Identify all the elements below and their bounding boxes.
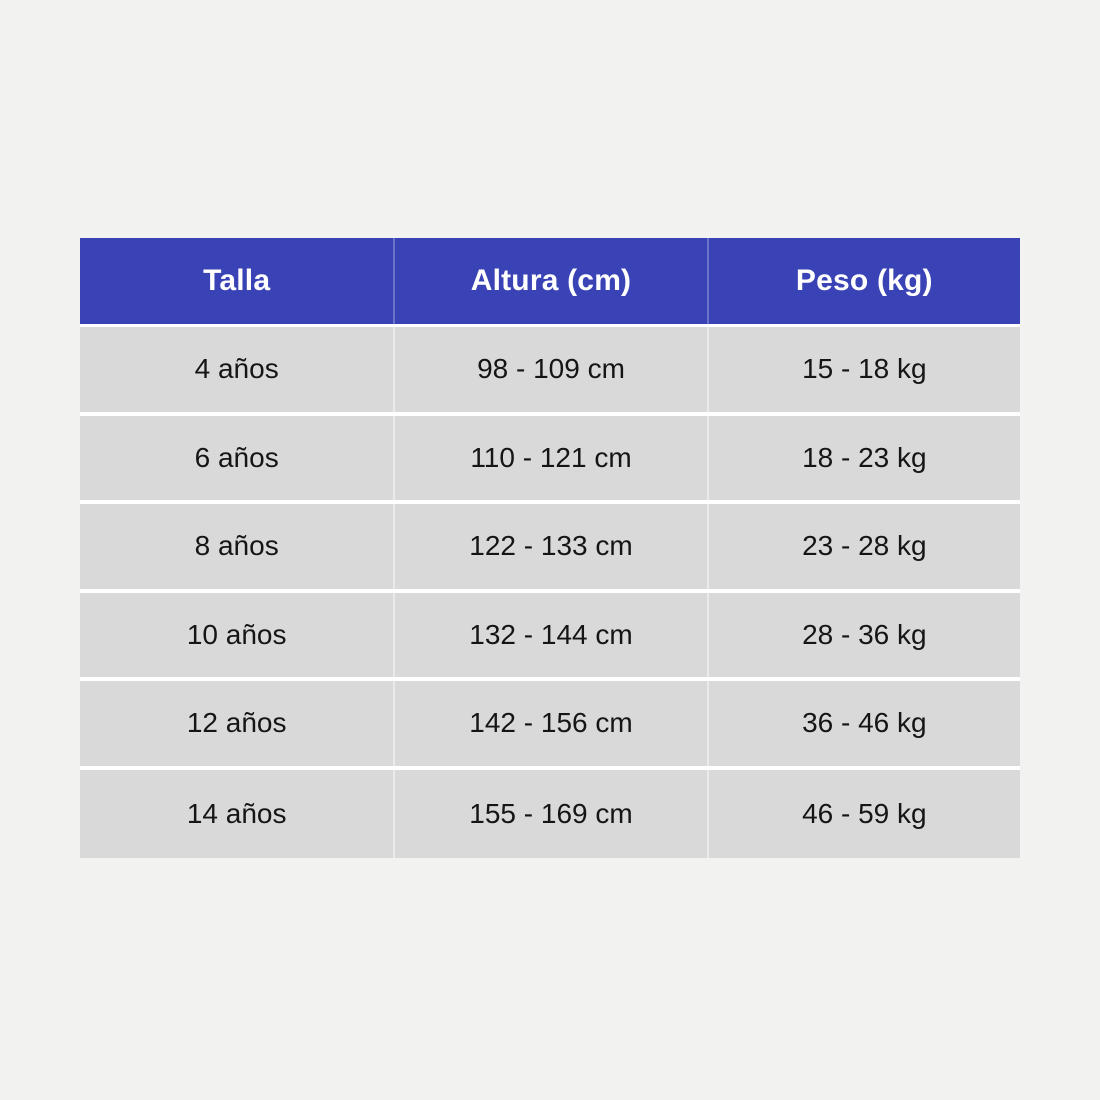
cell-peso: 23 - 28 kg — [707, 504, 1020, 589]
cell-talla: 8 años — [194, 530, 279, 562]
cell-altura: 122 - 133 cm — [393, 504, 706, 589]
cell-talla: 10 años — [186, 618, 287, 650]
cell-altura: 155 - 169 cm — [393, 770, 706, 859]
table-row — [80, 593, 1020, 682]
cell-altura: 98 - 109 cm — [393, 327, 706, 412]
cell-talla: 4 años — [194, 353, 279, 385]
cell-peso: 18 - 23 kg — [707, 416, 1020, 501]
cell-peso: 15 - 18 kg — [707, 327, 1020, 412]
cell-talla: 12 años — [186, 707, 287, 739]
cell-talla: 6 años — [194, 441, 279, 473]
cell-peso: 36 - 46 kg — [707, 681, 1020, 766]
table-header-row — [80, 238, 1020, 327]
cell-altura: 110 - 121 cm — [393, 416, 706, 501]
cell-altura: 132 - 144 cm — [393, 593, 706, 678]
column-header-talla: Talla — [203, 264, 271, 297]
cell-altura: 142 - 156 cm — [393, 681, 706, 766]
column-header-altura: Altura (cm) — [393, 238, 706, 324]
table-row — [80, 504, 1020, 593]
table-row — [80, 770, 1020, 859]
cell-peso: 28 - 36 kg — [707, 593, 1020, 678]
cell-peso: 46 - 59 kg — [707, 770, 1020, 859]
table-row — [80, 327, 1020, 416]
table-row — [80, 681, 1020, 770]
cell-talla: 14 años — [186, 797, 287, 829]
column-header-peso: Peso (kg) — [707, 238, 1020, 324]
size-chart-table — [80, 238, 1020, 858]
table-row — [80, 416, 1020, 505]
